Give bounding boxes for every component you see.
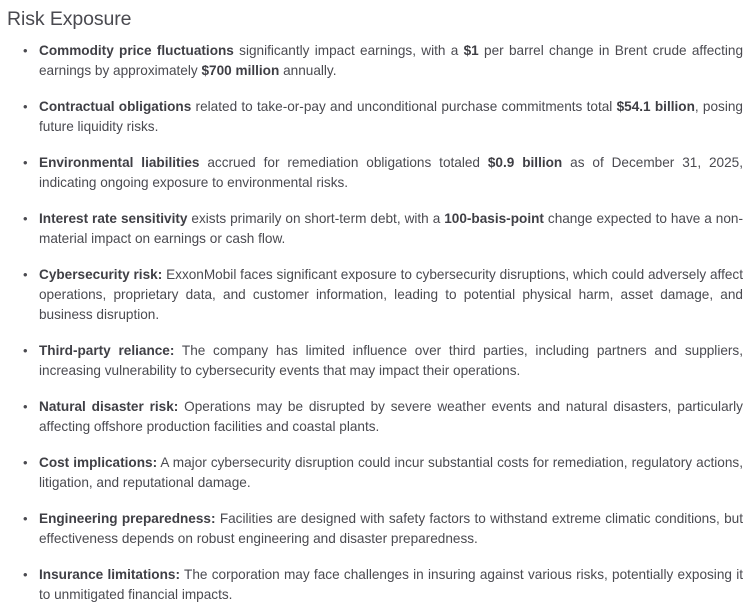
risk-description: A major cybersecurity disruption could incur substantial costs for remediation, regulatory actions, litigation, and reputational damage. bbox=[39, 455, 743, 490]
risk-list-item bbox=[7, 453, 756, 493]
risk-list-item bbox=[7, 265, 756, 325]
bullet-icon: • bbox=[23, 343, 28, 358]
risk-description: accrued for remediation obligations totaled bbox=[199, 155, 488, 170]
risk-list-item bbox=[7, 341, 756, 381]
risk-label: Commodity price fluctuations bbox=[39, 43, 234, 58]
risk-description: The corporation may face challenges in insuring against various risks, potentially exposing it to unmitigated financial impacts. bbox=[39, 567, 744, 602]
bullet-icon: • bbox=[23, 43, 28, 58]
risk-description: The company has limited influence over third parties, including partners and suppliers, increasing vulnerability to cybersecurity events that may impact their operations. bbox=[39, 343, 744, 378]
risk-description: annually. bbox=[279, 63, 337, 78]
risk-description: significantly impact earnings, with a bbox=[233, 43, 464, 58]
risk-description: per barrel change in Brent crude affecting earnings by approximately bbox=[39, 43, 744, 78]
risk-description: as of December 31, 2025, indicating ongoing exposure to environmental risks. bbox=[39, 155, 743, 190]
bullet-icon: • bbox=[23, 567, 28, 582]
highlighted-figure: $1 bbox=[463, 43, 479, 58]
bullet-icon: • bbox=[23, 511, 28, 526]
bullet-icon: • bbox=[23, 455, 28, 470]
bullet-icon: • bbox=[23, 267, 28, 282]
risk-description: change expected to have a non-material impact on earnings or cash flow. bbox=[39, 211, 744, 246]
risk-label: Cost implications: bbox=[39, 455, 158, 470]
risk-list-item bbox=[7, 397, 756, 437]
highlighted-figure: $54.1 billion bbox=[616, 99, 695, 114]
risk-list-item bbox=[7, 153, 756, 193]
risk-label: Insurance limitations: bbox=[39, 567, 180, 582]
risk-label: Natural disaster risk: bbox=[39, 399, 179, 414]
risk-description: , posing future liquidity risks. bbox=[39, 99, 743, 134]
risk-label: Interest rate sensitivity bbox=[39, 211, 188, 226]
highlighted-figure: $0.9 billion bbox=[487, 155, 563, 170]
risk-list-item bbox=[7, 97, 756, 137]
highlighted-figure: 100-basis-point bbox=[444, 211, 544, 226]
highlighted-figure: $700 million bbox=[201, 63, 280, 78]
bullet-icon: • bbox=[23, 211, 28, 226]
risk-list-item bbox=[7, 509, 756, 549]
risk-description: Facilities are designed with safety factors to withstand extreme climatic conditions, but effectiveness depends on robust engineering and disaster preparedness. bbox=[39, 511, 743, 546]
risk-list-item bbox=[7, 209, 756, 249]
risk-label: Third-party reliance: bbox=[39, 343, 175, 358]
risk-label: Cybersecurity risk: bbox=[39, 267, 163, 282]
risk-label: Environmental liabilities bbox=[39, 155, 200, 170]
risk-label: Contractual obligations bbox=[39, 99, 192, 114]
risk-list-item bbox=[7, 41, 756, 81]
risk-list bbox=[7, 41, 756, 605]
risk-label: Engineering preparedness: bbox=[39, 511, 216, 526]
bullet-icon: • bbox=[23, 99, 28, 114]
risk-description: related to take-or-pay and unconditional purchase commitments total bbox=[191, 99, 617, 114]
risk-description: exists primarily on short-term debt, with a bbox=[187, 211, 445, 226]
risk-description: ExxonMobil faces significant exposure to cybersecurity disruptions, which could adversely affect operations, proprietary data, and customer information, leading to potential physical harm, asset damage, and business disruption. bbox=[39, 267, 743, 322]
risk-description: Operations may be disrupted by severe weather events and natural disasters, particularly affecting offshore production facilities and coastal plants. bbox=[39, 399, 743, 434]
risk-list-item bbox=[7, 565, 756, 605]
bullet-icon: • bbox=[23, 155, 28, 170]
section-title: Risk Exposure bbox=[7, 8, 132, 30]
bullet-icon: • bbox=[23, 399, 28, 414]
